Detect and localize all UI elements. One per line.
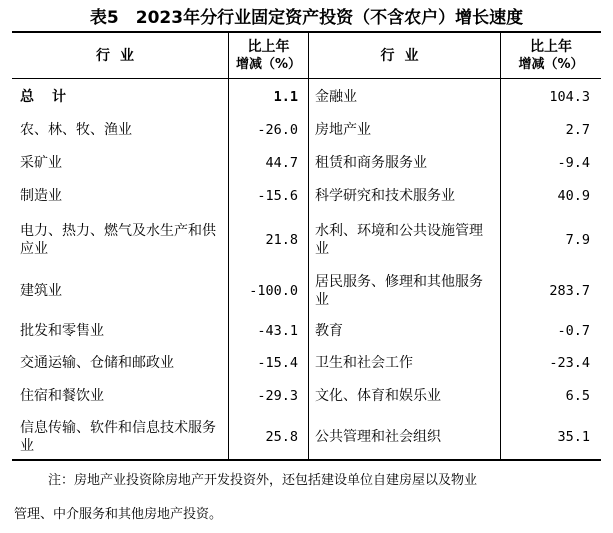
header-change-right	[501, 33, 601, 79]
header-industry-right: 行业	[380, 48, 429, 64]
table-row	[12, 379, 601, 412]
row-left-name: 建筑业	[20, 283, 62, 299]
row-right-value: 6.5	[565, 387, 590, 404]
table-row	[12, 315, 601, 346]
row-right-name: 文化、体育和娱乐业	[315, 387, 441, 404]
row-left-value: 25.8	[265, 428, 298, 445]
row-right-value: 35.1	[557, 428, 590, 445]
row-right-value: -0.7	[557, 322, 590, 339]
row-left-value: -43.1	[257, 322, 298, 339]
table-row	[12, 267, 601, 315]
header-change-left	[229, 33, 308, 79]
header-change-line1: 比上年	[530, 39, 572, 55]
table-row	[12, 80, 601, 113]
table-note-line1: 注：房地产业投资除房地产开发投资外，还包括建设单位自建房屋以及物业	[48, 473, 478, 488]
row-right-name: 教育	[315, 322, 343, 339]
header-industry-left: 行业	[96, 48, 144, 64]
row-left-name: 农、林、牧、渔业	[20, 121, 132, 138]
row-left-value: 1.1	[273, 88, 298, 105]
row-right-name: 公共管理和社会组织	[315, 428, 441, 445]
growth-table	[12, 31, 601, 461]
table-row	[12, 146, 601, 179]
row-right-value: -23.4	[549, 354, 590, 371]
row-right-value: 2.7	[565, 121, 590, 138]
row-left-name: 制造业	[20, 187, 62, 204]
table-row	[12, 113, 601, 146]
row-right-value: 283.7	[549, 283, 590, 299]
row-right-value: 40.9	[557, 187, 590, 204]
row-left-name: 信息传输、软件和信息技术服务业	[20, 419, 216, 454]
row-right-value: 7.9	[565, 231, 590, 248]
table-title: 表5 2023年分行业固定资产投资（不含农户）增长速度	[89, 8, 524, 28]
table-row	[12, 346, 601, 379]
row-left-value: 21.8	[265, 231, 298, 248]
table-row	[12, 412, 601, 461]
row-left-value: -100.0	[249, 283, 298, 299]
row-left-value: -15.6	[257, 187, 298, 204]
table-row	[12, 179, 601, 212]
table-note-line2: 管理、中介服务和其他房地产投资。	[14, 507, 223, 522]
row-left-name: 采矿业	[20, 154, 62, 171]
header-change-line1: 比上年	[247, 39, 290, 55]
row-right-name: 房地产业	[315, 121, 371, 138]
table-row	[12, 212, 601, 267]
row-left-name: 交通运输、仓储和邮政业	[20, 354, 174, 371]
row-right-name: 水利、环境和公共设施管理业	[315, 222, 483, 257]
row-right-name: 居民服务、修理和其他服务业	[315, 274, 483, 308]
row-left-name: 批发和零售业	[20, 322, 104, 339]
row-right-name: 科学研究和技术服务业	[315, 187, 455, 204]
row-left-value: -29.3	[257, 387, 298, 404]
row-right-name: 金融业	[315, 88, 357, 105]
row-left-name: 总计	[20, 88, 84, 105]
row-left-value: 44.7	[265, 154, 298, 171]
header-change-line2: 增减（%）	[518, 57, 584, 72]
row-right-value: -9.4	[557, 154, 590, 171]
row-left-value: -26.0	[257, 121, 298, 138]
row-right-value: 104.3	[549, 88, 590, 105]
table-header	[12, 33, 601, 79]
row-left-value: -15.4	[257, 354, 298, 371]
row-left-name: 住宿和餐饮业	[20, 387, 104, 404]
header-change-line2: 增减（%）	[235, 57, 302, 72]
row-left-name: 电力、热力、燃气及水生产和供应业	[20, 222, 216, 257]
row-right-name: 卫生和社会工作	[315, 354, 413, 371]
row-right-name: 租赁和商务服务业	[315, 154, 427, 171]
